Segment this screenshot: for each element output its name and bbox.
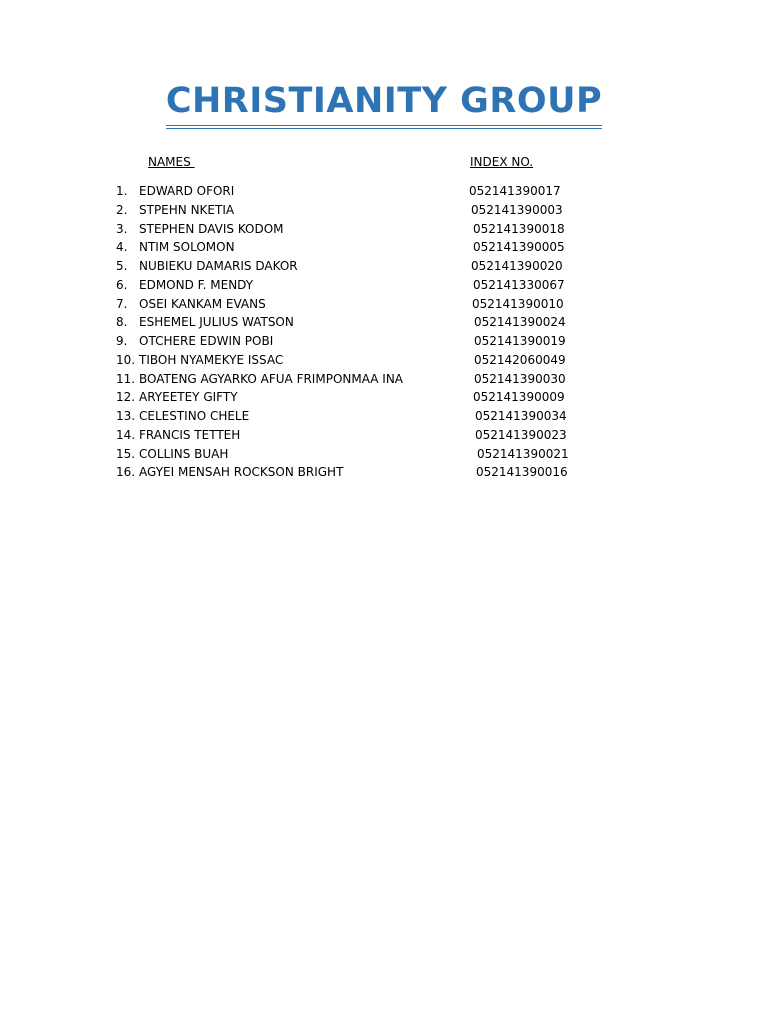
member-index-number: 052141390016	[476, 465, 568, 480]
list-item	[0, 351, 768, 370]
member-name: OSEI KANKAM EVANS	[139, 296, 266, 311]
list-item	[0, 238, 768, 257]
column-headers	[0, 155, 768, 173]
member-name: FRANCIS TETTEH	[139, 427, 241, 442]
list-item	[0, 332, 768, 351]
member-index-number: 052141390010	[472, 296, 564, 311]
list-item-number: 6.	[116, 277, 128, 292]
member-name: STEPHEN DAVIS KODOM	[139, 221, 284, 236]
list-item-number: 11.	[116, 371, 136, 386]
member-name: BOATENG AGYARKO AFUA FRIMPONMAA INA	[139, 371, 404, 386]
member-index-number: 052141390005	[473, 240, 565, 255]
list-item	[0, 201, 768, 220]
list-item	[0, 257, 768, 276]
member-index-number: 052142060049	[474, 352, 566, 367]
member-index-number: 052141390020	[471, 259, 563, 273]
member-name: COLLINS BUAH	[139, 446, 229, 461]
list-item-number: 14.	[116, 427, 136, 442]
member-index-number: 052141390024	[474, 315, 566, 330]
names-column-header: NAMES	[148, 155, 195, 169]
member-index-number: 052141330067	[473, 277, 565, 292]
member-index-number: 052141390030	[474, 371, 566, 386]
list-item	[0, 388, 768, 407]
list-item	[0, 445, 768, 464]
list-item	[0, 295, 768, 314]
member-name: ESHEMEL JULIUS WATSON	[139, 315, 294, 330]
member-name: OTCHERE EDWIN POBI	[139, 334, 274, 348]
list-item	[0, 313, 768, 332]
list-item	[0, 276, 768, 295]
list-item	[0, 407, 768, 426]
list-item-number: 15.	[116, 446, 136, 461]
list-item-number: 5.	[116, 259, 128, 273]
member-index-number: 052141390003	[471, 202, 563, 217]
index-column-header: INDEX NO.	[470, 155, 534, 169]
list-item-number: 4.	[116, 240, 128, 255]
members-list	[0, 182, 768, 482]
member-name: NUBIEKU DAMARIS DAKOR	[139, 259, 298, 273]
member-index-number: 052141390017	[469, 184, 561, 198]
member-index-number: 052141390023	[475, 427, 567, 442]
list-item-number: 2.	[116, 202, 128, 217]
list-item	[0, 426, 768, 445]
document-title-text: CHRISTIANITY GROUP	[166, 79, 602, 125]
member-index-number: 052141390009	[473, 390, 565, 405]
member-name: TIBOH NYAMEKYE ISSAC	[139, 352, 284, 367]
list-item	[0, 220, 768, 239]
member-index-number: 052141390034	[475, 409, 567, 423]
list-item-number: 8.	[116, 315, 128, 330]
member-index-number: 052141390021	[477, 446, 569, 461]
member-name: ARYEETEY GIFTY	[139, 390, 238, 405]
list-item-number: 7.	[116, 296, 128, 311]
list-item-number: 9.	[116, 334, 128, 348]
list-item	[0, 182, 768, 201]
list-item-number: 10.	[116, 352, 136, 367]
list-item-number: 16.	[116, 465, 136, 480]
member-name: NTIM SOLOMON	[139, 240, 235, 255]
list-item	[0, 463, 768, 482]
document-title	[0, 79, 768, 125]
member-name: AGYEI MENSAH ROCKSON BRIGHT	[139, 465, 344, 480]
list-item-number: 3.	[116, 221, 128, 236]
list-item-number: 1.	[116, 184, 128, 198]
member-index-number: 052141390018	[473, 221, 565, 236]
member-name: CELESTINO CHELE	[139, 409, 250, 423]
member-name: STPEHN NKETIA	[139, 202, 235, 217]
member-name: EDMOND F. MENDY	[139, 277, 254, 292]
list-item-number: 13.	[116, 409, 136, 423]
list-item-number: 12.	[116, 390, 136, 405]
list-item	[0, 370, 768, 389]
member-name: EDWARD OFORI	[139, 184, 235, 198]
member-index-number: 052141390019	[474, 334, 566, 348]
